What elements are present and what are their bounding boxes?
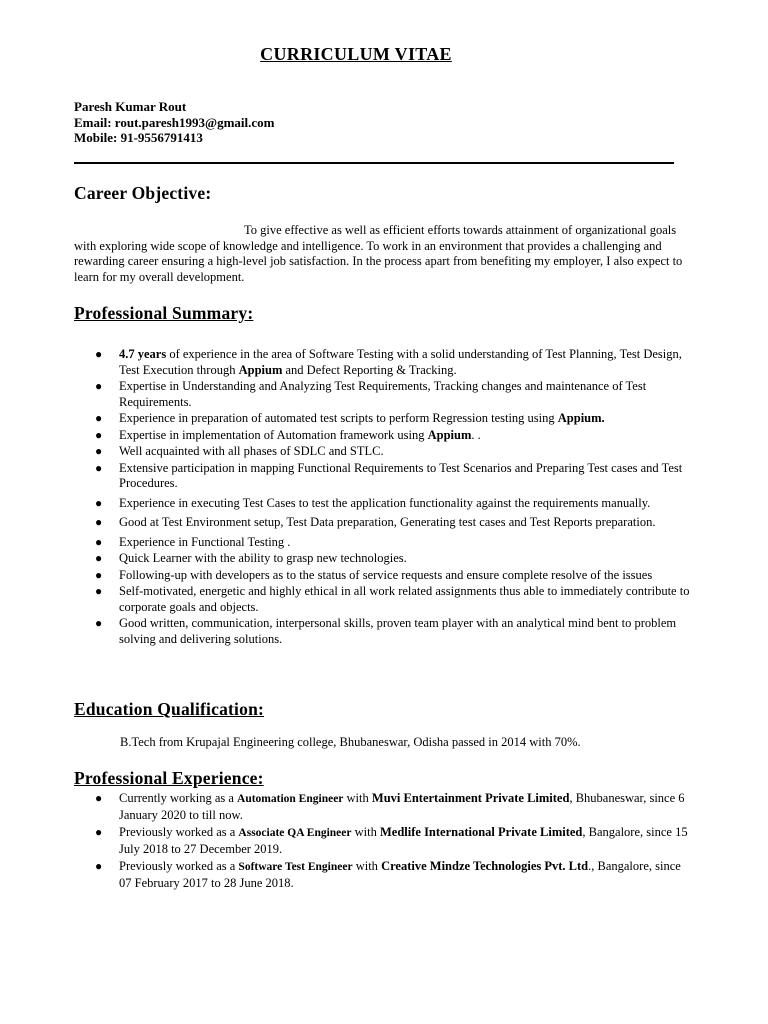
summary-item (74, 379, 694, 410)
bullet-icon: ● (95, 495, 103, 510)
education-heading: Education Qualification: (74, 699, 265, 719)
career-objective-heading: Career Objective: (74, 183, 212, 203)
summary-item (74, 535, 694, 551)
bullet-icon: ● (95, 411, 103, 425)
summary-item-text: Well acquainted with all phases of SDLC and STLC. (119, 444, 384, 458)
summary-item (74, 347, 694, 378)
experience-item-text: Currently working as a (119, 791, 238, 805)
summary-item-bold: Appium (238, 362, 283, 377)
summary-item-text: and Defect Reporting & Tracking. (282, 362, 457, 377)
experience-item (74, 859, 694, 891)
experience-company: Muvi Entertainment Private Limited (371, 791, 570, 805)
experience-heading: Professional Experience: (74, 768, 264, 788)
bullet-icon: ● (95, 515, 103, 529)
candidate-name: Paresh Kumar Rout (74, 99, 187, 114)
experience-item-text: ., Bangalore, since 07 February 2017 to 28 June 2018. (119, 859, 681, 890)
experience-item-text: Previously worked as a (119, 825, 239, 839)
professional-summary-heading: Professional Summary: (74, 303, 254, 323)
bullet-icon: ● (95, 347, 103, 361)
header-divider (74, 162, 674, 164)
bullet-icon: ● (95, 460, 103, 475)
summary-item (74, 515, 694, 531)
experience-item-text: with (343, 791, 372, 805)
bullet-icon: ● (95, 616, 103, 630)
summary-item-bold: Appium. (557, 411, 605, 425)
summary-item (74, 428, 694, 444)
bullet-icon: ● (95, 584, 103, 598)
summary-item (74, 461, 694, 492)
professional-summary-list (74, 347, 694, 648)
summary-item-text: Extensive participation in mapping Functional Requirements to Test Scenarios and Preparing Test cases and Test Procedures. (119, 460, 683, 490)
summary-item (74, 444, 694, 460)
bullet-icon: ● (95, 825, 103, 839)
experience-company: Medlife International Private Limited (379, 825, 583, 839)
summary-item (74, 411, 694, 427)
experience-item-text: , Bhubaneswar, since 6 January 2020 to till now. (119, 791, 685, 822)
bullet-icon: ● (95, 444, 103, 458)
experience-role: Software Test Engineer (238, 861, 353, 873)
summary-item-text: Quick Learner with the ability to grasp new technologies. (119, 551, 407, 565)
summary-item-text: Good at Test Environment setup, Test Data preparation, Generating test cases and Test Reports preparation. (119, 515, 656, 529)
summary-item-text: Self-motivated, energetic and highly ethical in all work related assignments thus able to immediately contribute to corporate goals and objects. (119, 584, 690, 614)
experience-item (74, 825, 694, 857)
experience-item-text: Previously worked as a (119, 859, 239, 873)
experience-item-text: with (351, 825, 380, 839)
experience-company: Creative Mindze Technologies Pvt. Ltd (381, 859, 589, 873)
summary-item-text: of experience in the area of Software Testing with a solid understanding of Test Planning, Test Design, Test Execution through (119, 347, 682, 377)
bullet-icon: ● (95, 379, 103, 393)
experience-item-text: , Bangalore, since 15 July 2018 to 27 December 2019. (119, 825, 688, 856)
career-objective-text (74, 223, 686, 285)
education-text: B.Tech from Krupajal Engineering college, Bhubaneswar, Odisha passed in 2014 with 70%. (120, 735, 581, 749)
contact-email: Email: rout.paresh1993@gmail.com (74, 114, 275, 130)
bullet-icon: ● (95, 551, 103, 565)
document-title: CURRICULUM VITAE (260, 44, 452, 64)
career-objective-line-1: To give effective as well as efficient efforts towards attainment of (244, 223, 573, 237)
bullet-icon: ● (95, 791, 103, 805)
summary-item-text: Following-up with developers as to the status of service requests and ensure complete resolve of the issues (119, 567, 653, 582)
experience-role: Automation Engineer (237, 793, 344, 805)
summary-item-text: Good written, communication, interpersonal skills, proven team player with an analytical mind bent to problem solving and delivering solutions. (119, 616, 677, 646)
experience-role: Associate QA Engineer (238, 827, 352, 839)
summary-item (74, 616, 694, 647)
bullet-icon: ● (95, 567, 103, 582)
summary-item-text: Experience in executing Test Cases to test the application functionality against the requirements manually. (119, 495, 651, 510)
summary-item-text: Experience in preparation of automated test scripts to perform Regression testing using (119, 411, 558, 425)
summary-item-text: . . (471, 427, 481, 442)
summary-item-text: Experience in Functional Testing . (119, 534, 291, 549)
summary-item (74, 496, 694, 512)
bullet-icon: ● (95, 534, 103, 549)
summary-item-text: Expertise in implementation of Automation framework using (119, 427, 428, 442)
summary-item-text: Expertise in Understanding and Analyzing Test Requirements, Tracking changes and maintenance of Test Requirements. (119, 379, 647, 409)
summary-item (74, 551, 694, 567)
bullet-icon: ● (95, 427, 103, 442)
experience-item-text: with (352, 859, 382, 873)
summary-item (74, 568, 694, 584)
bullet-icon: ● (95, 859, 103, 873)
experience-item (74, 791, 694, 823)
career-objective-rest: organizational goals with exploring wide scope of knowledge and intelligence. To work in an environment that provides a challenging and rewarding career ensuring a high-level job satisfaction. In the process apart from benefiting my employer, I also expect to learn for my overall development. (74, 223, 683, 284)
experience-list (74, 791, 694, 893)
contact-mobile: Mobile: 91-9556791413 (74, 130, 203, 145)
summary-item-bold: 4.7 years (119, 347, 167, 361)
summary-item-bold: Appium (427, 427, 472, 442)
summary-item (74, 584, 694, 615)
contact-block (74, 99, 274, 146)
